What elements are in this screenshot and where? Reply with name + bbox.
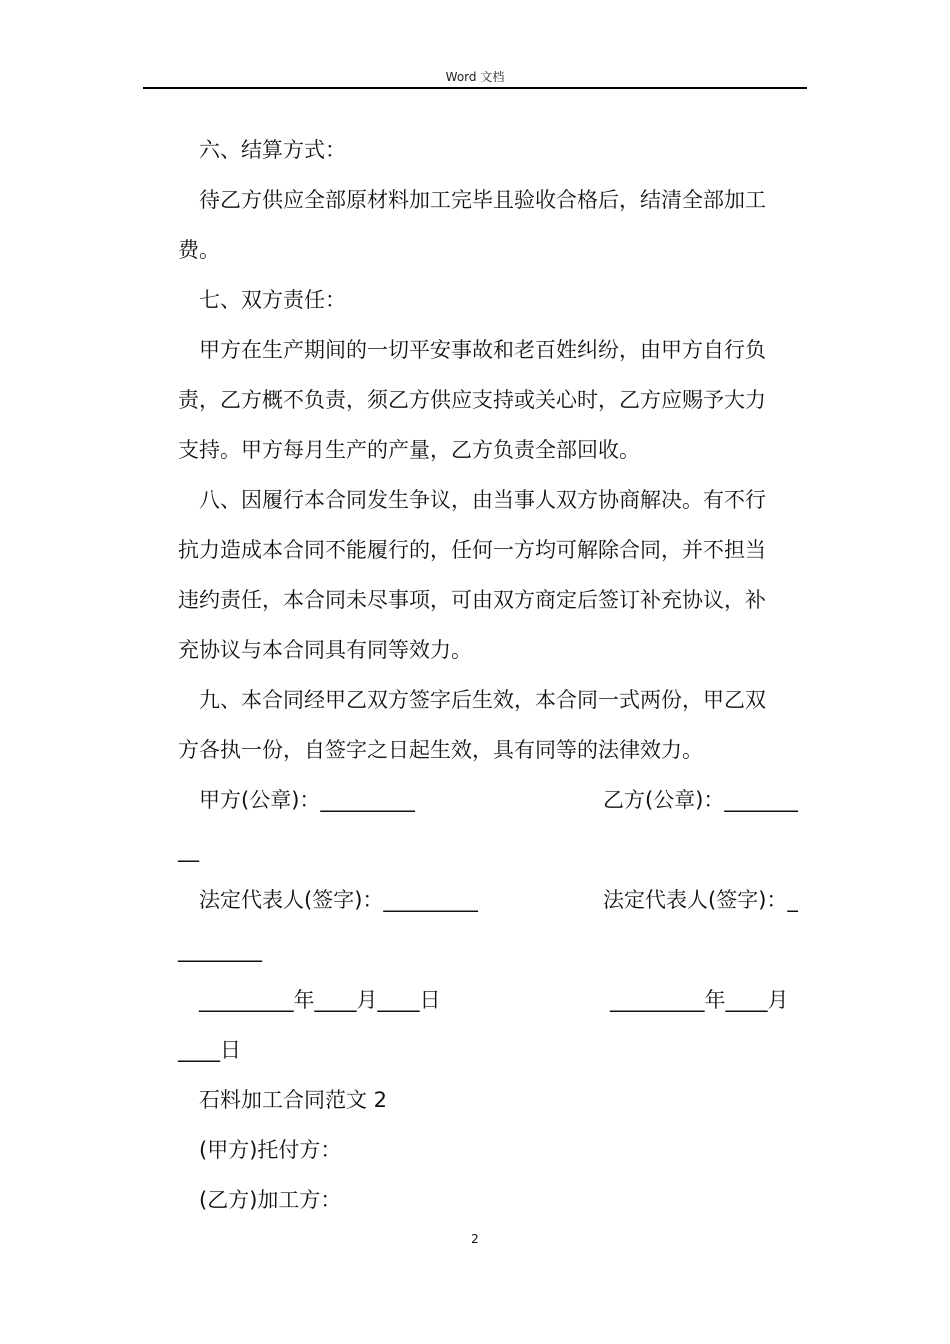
paragraph-line: 支持。甲方每月生产的产量，乙方负责全部回收。 — [178, 438, 640, 462]
party-b-representative-continued: ________ — [178, 938, 262, 962]
section-two-title: 石料加工合同范文 2 — [199, 1088, 388, 1112]
section-nine-line: 九、本合同经甲乙双方签字后生效，本合同一式两份，甲乙双 — [199, 688, 766, 712]
party-a-representative: 法定代表人(签字)：_________ — [199, 888, 478, 912]
party-a-date: _________年____月____日 — [199, 988, 441, 1012]
party-b-date: _________年____月 — [610, 988, 789, 1012]
party-b-seal-continued: __ — [178, 838, 199, 862]
page-number: 2 — [471, 1232, 479, 1246]
page-header: Word 文档 — [445, 70, 505, 84]
client-party-label: (甲方)托付方： — [199, 1138, 342, 1162]
paragraph-line: 方各执一份，自签字之日起生效，具有同等的法律效力。 — [178, 738, 703, 762]
paragraph-line: 抗力造成本合同不能履行的，任何一方均可解除合同，并不担当 — [178, 538, 766, 562]
paragraph-line: 甲方在生产期间的一切平安事故和老百姓纠纷，由甲方自行负 — [199, 338, 766, 362]
paragraph-line: 违约责任，本合同未尽事项，可由双方商定后签订补充协议，补 — [178, 588, 766, 612]
paragraph-line: 充协议与本合同具有同等效力。 — [178, 638, 472, 662]
section-eight-line: 八、因履行本合同发生争议，由当事人双方协商解决。有不行 — [199, 488, 766, 512]
section-six-heading: 六、结算方式： — [199, 138, 346, 162]
paragraph-line: 责，乙方概不负责，须乙方供应支持或关心时，乙方应赐予大力 — [178, 388, 766, 412]
processor-party-label: (乙方)加工方： — [199, 1188, 342, 1212]
paragraph-line: 待乙方供应全部原材料加工完毕且验收合格后，结清全部加工 — [199, 188, 766, 212]
header-rule — [143, 87, 807, 89]
party-b-representative: 法定代表人(签字)：_ — [603, 888, 798, 912]
paragraph-line: 费。 — [178, 238, 220, 262]
party-b-date-continued: ____日 — [178, 1038, 241, 1062]
section-seven-heading: 七、双方责任： — [199, 288, 346, 312]
party-a-seal: 甲方(公章)：_________ — [199, 788, 415, 812]
party-b-seal: 乙方(公章)：_______ — [603, 788, 798, 812]
